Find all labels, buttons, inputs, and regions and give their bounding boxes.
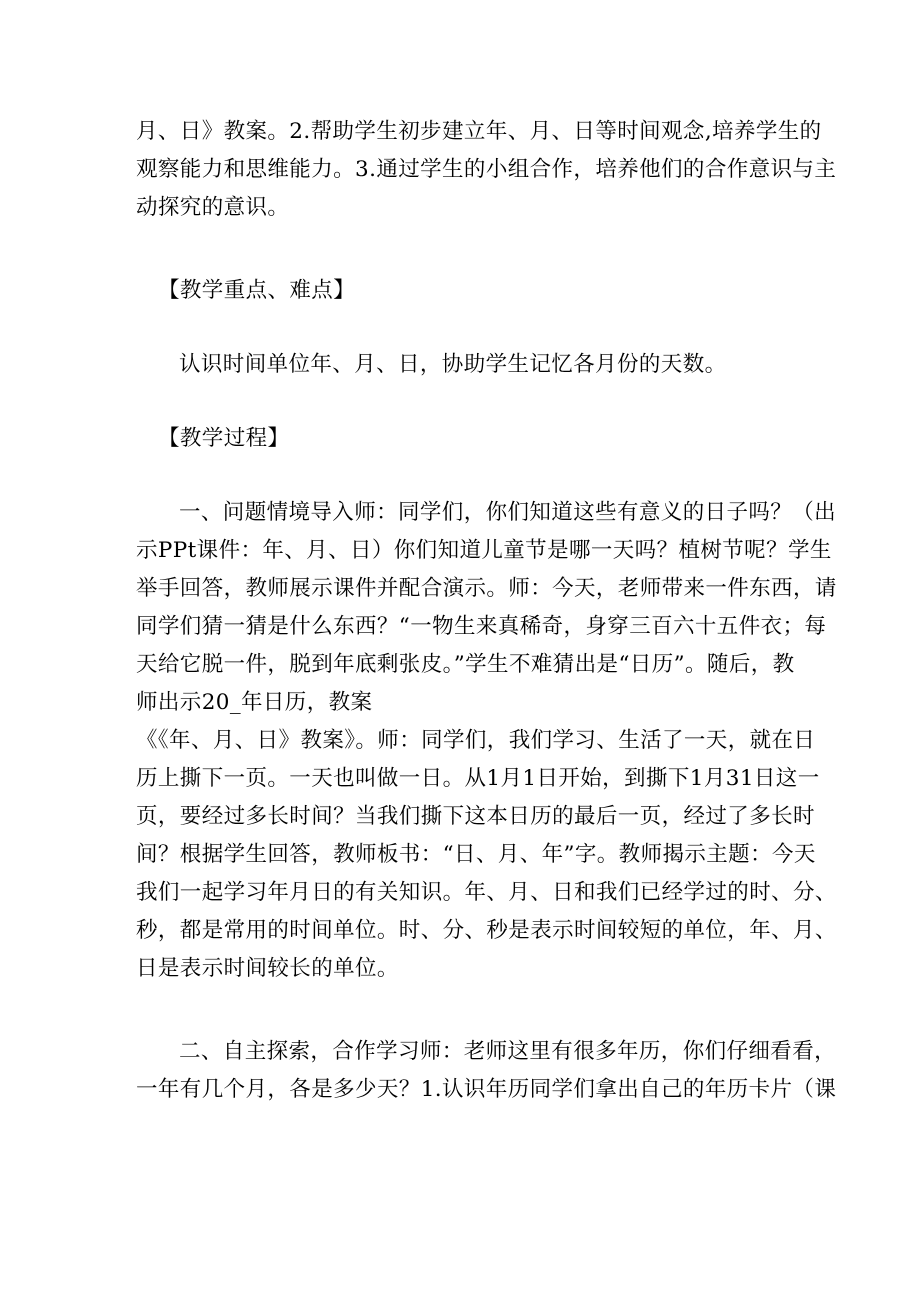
text-line: 《《年、月、日》教案》。师：同学们，我们学习、生活了一天，就在日: [136, 728, 816, 753]
text-line: 月、日》教案。2.帮助学生初步建立年、月、日等时间观念,培养学生的: [136, 119, 822, 144]
text-line: 我们一起学习年月日的有关知识。年、月、日和我们已经学过的时、分、: [136, 880, 837, 905]
text-line: 师出示20_年日历，教案: [136, 690, 373, 715]
text-line: 一、问题情境导入师：同学们，你们知道这些有意义的日子吗？（出: [179, 500, 837, 525]
text-line: 一年有几个月，各是多少天？1.认识年历同学们拿出自己的年历卡片（课: [136, 1077, 837, 1102]
text-line: 秒，都是常用的时间单位。时、分、秒是表示时间较短的单位，年、月、: [136, 918, 837, 943]
text-line: 同学们猜一猜是什么东西？“一物生来真稀奇，身穿三百六十五件衣；每: [136, 614, 827, 639]
text-line: 举手回答，教师展示课件并配合演示。师：今天，老师带来一件东西，请: [136, 576, 837, 601]
document-body: [136, 113, 837, 1109]
text-line: 历上撕下一页。一天也叫做一日。从1月1日开始，到撕下1月31日这一: [136, 766, 820, 791]
heading-key-points: 【教学重点、难点】: [158, 278, 356, 303]
text-line: 天给它脱一件，脱到年底剩张皮。”学生不难猜出是“日历”。随后，教: [136, 652, 795, 677]
section-2-paragraph: [136, 1033, 837, 1109]
key-points-paragraph: 认识时间单位年、月、日，协助学生记忆各月份的天数。: [179, 352, 727, 377]
text-line: 观察能力和思维能力。3.通过学生的小组合作，培养他们的合作意识与主: [136, 157, 837, 182]
text-line: 示PPt课件：年、月、日）你们知道儿童节是哪一天吗？植树节呢？学生: [136, 538, 832, 563]
intro-paragraph: [136, 113, 837, 227]
text-line: 页，要经过多长时间？当我们撕下这本日历的最后一页，经过了多长时: [136, 804, 815, 829]
text-line: 动探究的意识。: [136, 195, 290, 220]
text-line: 日是表示时间较长的单位。: [136, 956, 399, 981]
text-line: 间？根据学生回答，教师板书：“日、月、年”字。教师揭示主题：今天: [136, 842, 816, 867]
text-line: 二、自主探索，合作学习师：老师这里有很多年历，你们仔细看看，: [179, 1039, 837, 1064]
heading-teaching-process: 【教学过程】: [158, 426, 290, 451]
section-1-paragraph: [136, 494, 837, 988]
